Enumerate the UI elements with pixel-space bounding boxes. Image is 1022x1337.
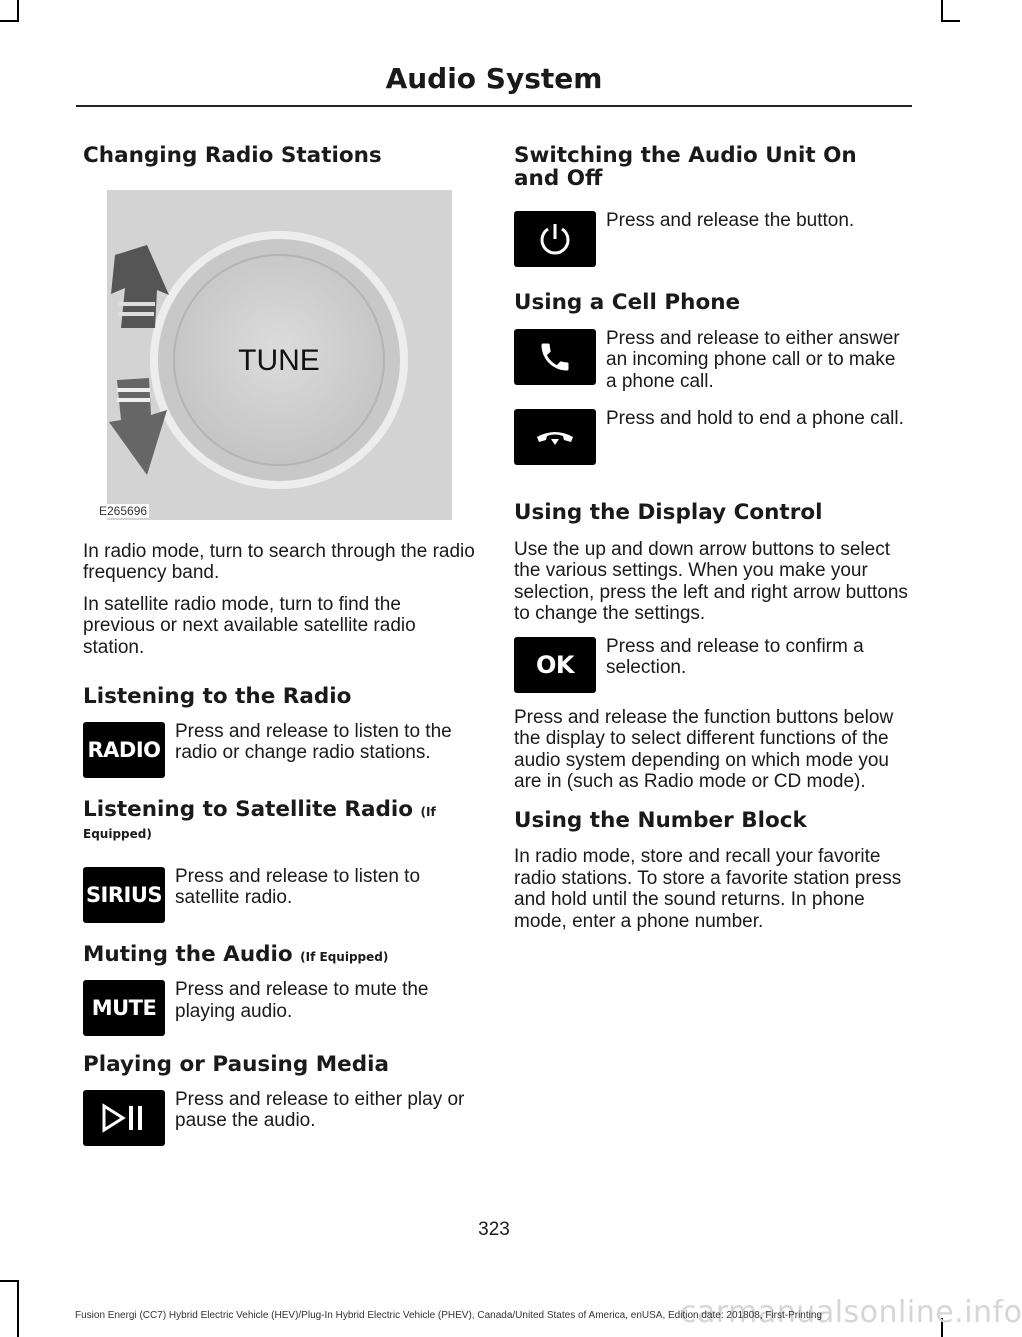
play-pause-icon <box>83 1090 165 1146</box>
paragraph: In satellite radio mode, turn to find the previous or next available satellite radio station. <box>83 593 416 658</box>
power-icon <box>514 211 596 267</box>
section-heading-satellite <box>83 796 475 844</box>
section-heading-mute <box>83 941 475 967</box>
radio-entry <box>83 722 475 778</box>
right-column <box>514 145 908 932</box>
section-heading-radio: Listening to the Radio <box>83 684 352 710</box>
satellite-description: Press and release to listen to satellite radio. <box>175 865 421 909</box>
heading-text: Listening to Satellite Radio <box>83 796 414 822</box>
mute-description: Press and release to mute the playing audio. <box>175 979 429 1022</box>
figure-id: E265696 <box>99 503 148 518</box>
knob-label: TUNE <box>238 343 320 377</box>
crop-mark <box>941 20 960 22</box>
section-heading-number-block: Using the Number Block <box>514 807 807 833</box>
crop-mark <box>0 20 19 22</box>
play-description: Press and release to either play or pause the audio. <box>175 1088 465 1132</box>
phone-answer-icon <box>514 329 596 385</box>
footer-text: Fusion Energi (CC7) Hybrid Electric Vehicle (HEV)/Plug-In Hybrid Electric Vehicle (PHEV), Canada/United States of America, enUSA, Edition date: 201808, First-Printing <box>75 1310 822 1321</box>
phone-answer-entry <box>514 329 908 393</box>
heading-note: (If Equipped) <box>300 949 389 964</box>
left-column <box>83 145 475 1146</box>
header-divider <box>76 105 912 107</box>
crop-mark <box>17 1280 19 1337</box>
tune-knob-figure <box>99 190 452 520</box>
phone-end-icon <box>514 409 596 465</box>
crop-mark <box>17 0 19 22</box>
mute-button-icon: MUTE <box>83 980 165 1036</box>
heading-text: Muting the Audio <box>83 941 293 967</box>
section-heading-power: Switching the Audio Unit On and Off <box>514 143 857 191</box>
section-heading-changing-stations: Changing Radio Stations <box>83 143 382 168</box>
tune-knob-illustration <box>107 190 452 520</box>
section-heading-play: Playing or Pausing Media <box>83 1052 389 1078</box>
phone-end-entry <box>514 409 908 465</box>
paragraph: Use the up and down arrow buttons to select the various settings. When you make your selection, press the left and right arrow buttons to change the settings. <box>514 538 908 625</box>
heading-note: (If Equipped) <box>83 804 436 842</box>
power-description: Press and release the button. <box>606 210 855 232</box>
watermark: carmanualsonline.info <box>680 1295 1022 1330</box>
paragraph: Press and release the function buttons below the display to select different functions of the audio system depending on which mode you are in (such as Radio mode or CD mode). <box>514 706 894 793</box>
ok-entry <box>514 637 908 693</box>
section-heading-phone: Using a Cell Phone <box>514 290 741 316</box>
paragraph: In radio mode, store and recall your favorite radio stations. To store a favorite station press and hold until the sound returns. In phone mode, enter a phone number. <box>514 846 902 932</box>
section-heading-display: Using the Display Control <box>514 500 823 526</box>
radio-description: Press and release to listen to the radio or change radio stations. <box>175 720 452 764</box>
satellite-entry <box>83 867 475 923</box>
ok-button-icon: OK <box>514 637 596 693</box>
page-title: Audio System <box>385 62 603 95</box>
play-entry <box>83 1090 475 1146</box>
mute-entry <box>83 980 475 1036</box>
ok-description: Press and release to confirm a selection. <box>606 635 864 679</box>
page-number: 323 <box>478 1219 510 1240</box>
sirius-button-icon: SIRIUS <box>83 867 165 923</box>
phone-end-description: Press and hold to end a phone call. <box>606 408 904 430</box>
paragraph: In radio mode, turn to search through the radio frequency band. <box>83 540 475 584</box>
radio-button-icon: RADIO <box>83 722 165 778</box>
phone-answer-description: Press and release to either answer an incoming phone call or to make a phone call. <box>606 327 900 392</box>
power-entry <box>514 211 908 267</box>
crop-mark <box>0 1280 19 1282</box>
crop-mark <box>941 0 943 22</box>
